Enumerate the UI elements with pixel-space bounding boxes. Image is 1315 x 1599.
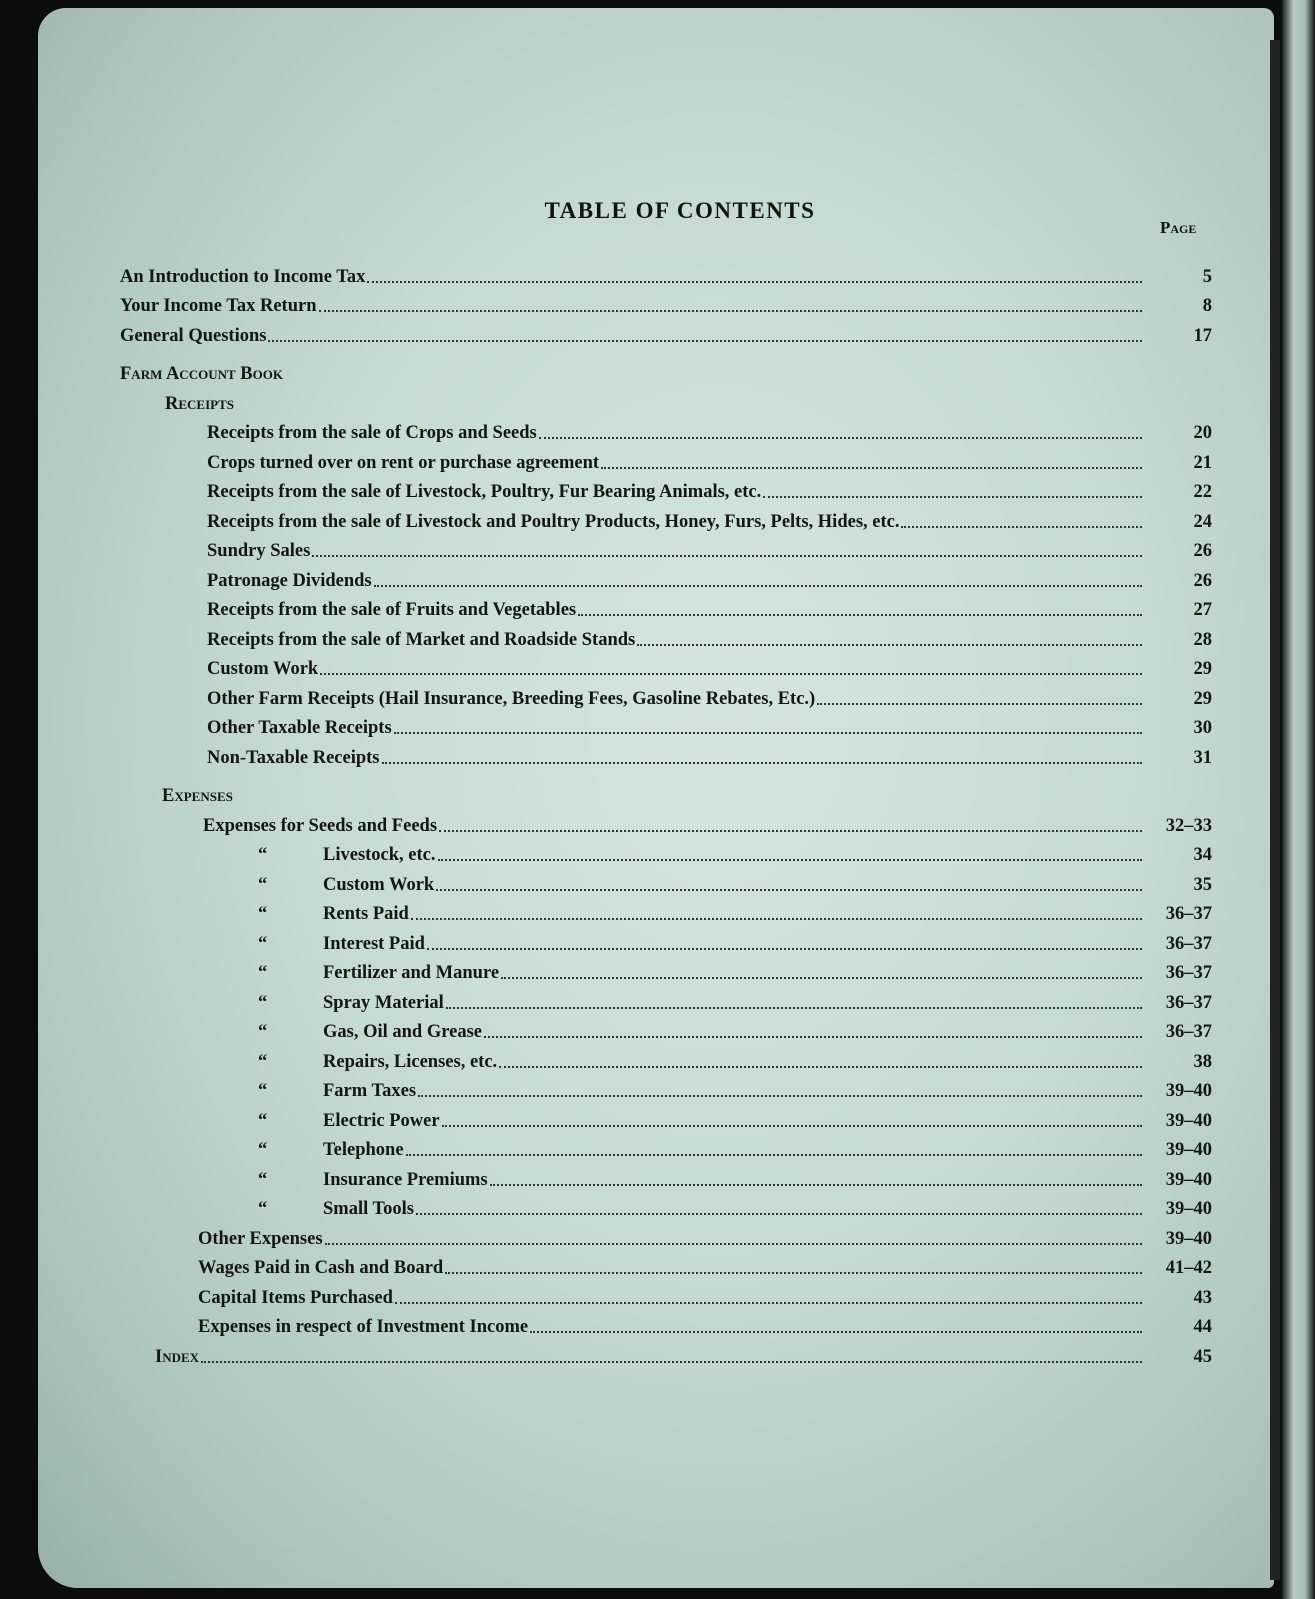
dot-leader [395,1302,1142,1304]
toc-entry [0,562,1212,592]
dot-leader [446,1007,1142,1009]
toc-entry [0,866,1212,896]
dot-leader [394,732,1142,734]
toc-entry [0,955,1212,985]
ditto-mark: “ [258,1081,268,1101]
dot-leader [201,1361,1142,1363]
dot-leader [445,1272,1142,1274]
toc-entry [0,288,1212,318]
toc-entry [0,1220,1212,1250]
toc-entry-page: 17 [1193,325,1212,346]
ditto-mark: “ [258,1022,268,1042]
toc-entry [0,444,1212,474]
toc-entry-label: Fertilizer and Manure [323,963,500,983]
section-heading [0,356,1212,386]
toc-entry-page: 24 [1193,511,1212,532]
toc-entry-label: Farm Taxes [323,1081,417,1101]
toc-entry [0,415,1212,445]
toc-entry-label: Rents Paid [323,904,409,924]
toc-entry [0,807,1212,837]
ditto-mark: “ [258,904,268,924]
toc-entry-page: 39–40 [1165,1140,1212,1160]
ditto-mark: “ [258,1140,268,1160]
toc-entry-page: 36–37 [1165,992,1212,1013]
toc-entry [0,680,1212,710]
toc-entry-label: Expenses for Seeds and Feeds [203,815,438,836]
toc-entry-page: 39–40 [1165,1169,1212,1190]
next-page-edge [1282,0,1315,1599]
toc-entry-label: Electric Power [323,1110,440,1131]
toc-entry-label: Patronage Dividends [207,570,372,591]
dot-leader [312,555,1142,557]
toc-entry [0,533,1212,563]
toc-entry-label: Small Tools [323,1199,415,1219]
dot-leader [406,1154,1142,1156]
toc-entry-label: Receipts from the sale of Market and Roadside Stands [207,629,636,650]
toc-entry-page: 22 [1193,482,1212,502]
dot-leader [601,467,1142,469]
toc-entry-page: 29 [1193,688,1212,709]
toc-entry [0,651,1212,681]
dot-leader [374,585,1142,587]
dot-leader [763,496,1142,498]
binding-spine [1270,40,1280,1580]
ditto-mark: “ [258,1051,268,1072]
toc-entry-label: Receipts from the sale of Crops and Seeds [207,423,537,443]
toc-entry-label: Receipts from the sale of Fruits and Vegetables [207,600,577,620]
toc-entry-page: 32–33 [1165,815,1212,836]
toc-entry-page: 30 [1193,718,1212,738]
toc-entry-page: 36–37 [1165,904,1212,924]
toc-entry-label: Gas, Oil and Grease [323,1022,482,1042]
toc-entry-label: Expenses [162,786,233,806]
toc-entry-page: 36–37 [1165,963,1212,983]
toc-entry [0,1309,1212,1339]
toc-entry-page: 36–37 [1165,1022,1212,1042]
toc-entry-label: Custom Work [323,874,435,895]
ditto-mark: “ [258,1199,268,1219]
toc-entry [0,621,1212,651]
dot-leader [436,889,1142,891]
toc-entry [0,1250,1212,1280]
dot-leader [438,859,1142,861]
dot-leader [499,1066,1142,1068]
page-column-header: Page [1160,218,1197,237]
toc-entry [0,1043,1212,1073]
dot-leader [427,948,1142,950]
toc-entry-page: 26 [1193,570,1212,591]
toc-entry [0,739,1212,769]
section-heading [0,778,1212,808]
toc-entry-label: Non-Taxable Receipts [207,747,380,768]
toc-entry-label: Sundry Sales [207,541,311,561]
toc-entry-label: Index [155,1346,200,1367]
ditto-mark: “ [258,963,268,983]
toc-entry-page: 26 [1193,541,1212,561]
dot-leader [501,977,1142,979]
table-of-contents [0,258,1212,1368]
toc-entry [0,837,1212,867]
dot-leader [442,1125,1142,1127]
toc-entry-page: 20 [1193,423,1212,443]
ditto-mark: “ [258,874,268,895]
toc-entry [0,503,1212,533]
toc-entry-label: Interest Paid [323,933,425,954]
dot-leader [319,310,1143,312]
dot-leader [484,1036,1142,1038]
toc-entry-label: Receipts from the sale of Livestock and Poultry Products, Honey, Furs, Pelts, Hides, etc. [207,511,900,532]
toc-entry-page: 21 [1193,452,1212,473]
ditto-mark: “ [258,845,268,865]
dot-leader [539,437,1142,439]
section-heading [0,385,1212,415]
dot-leader [530,1331,1142,1333]
dot-leader [416,1213,1142,1215]
toc-entry-page: 28 [1193,629,1212,650]
dot-leader [901,526,1142,528]
toc-entry-label: Livestock, etc. [323,845,436,865]
toc-entry-label: Other Expenses [198,1228,323,1249]
page-title: TABLE OF CONTENTS [544,198,816,223]
toc-entry-label: Spray Material [323,992,444,1013]
ditto-mark: “ [258,992,268,1013]
toc-entry-page: 39–40 [1165,1199,1212,1219]
toc-entry-label: Crops turned over on rent or purchase agreement [207,452,600,473]
toc-entry-page: 44 [1193,1317,1212,1337]
toc-entry-page: 38 [1193,1051,1212,1072]
toc-entry-label: Other Taxable Receipts [207,718,392,738]
toc-entry [0,1279,1212,1309]
dot-leader [637,644,1142,646]
dot-leader [268,340,1142,342]
toc-entry-page: 41–42 [1165,1258,1212,1278]
ditto-mark: “ [258,933,268,954]
toc-entry-label: Other Farm Receipts (Hail Insurance, Breeding Fees, Gasoline Rebates, Etc.) [207,688,816,709]
toc-entry-label: Telephone [323,1140,404,1160]
dot-leader [367,281,1142,283]
toc-entry-label: Capital Items Purchased [198,1287,393,1308]
toc-entry [0,925,1212,955]
toc-entry-page: 5 [1202,266,1212,287]
toc-entry [0,896,1212,926]
toc-entry [0,1161,1212,1191]
dot-leader [418,1095,1142,1097]
dot-leader [320,673,1142,675]
toc-entry-label: Your Income Tax Return [120,296,317,316]
dot-leader [325,1243,1142,1245]
toc-entry-label: General Questions [120,325,267,346]
toc-entry [0,710,1212,740]
toc-entry [0,1102,1212,1132]
ditto-mark: “ [258,1169,268,1190]
toc-entry-page: 36–37 [1165,933,1212,954]
ditto-mark: “ [258,1110,268,1131]
toc-entry-page: 27 [1193,600,1212,620]
toc-entry-label: Receipts [165,393,234,414]
toc-entry [0,1191,1212,1221]
toc-entry-label: Wages Paid in Cash and Board [198,1258,444,1278]
toc-entry-label: Repairs, Licenses, etc. [323,1051,498,1072]
dot-leader [578,614,1142,616]
toc-entry-page: 35 [1193,874,1212,895]
toc-entry-page: 34 [1193,845,1212,865]
dot-leader [490,1184,1142,1186]
toc-entry-page: 8 [1202,296,1212,316]
dot-leader [439,830,1142,832]
toc-entry [0,592,1212,622]
toc-entry [0,474,1212,504]
toc-entry-label: An Introduction to Income Tax [120,266,366,287]
toc-entry-label: Custom Work [207,659,319,679]
toc-entry [0,258,1212,288]
toc-entry [0,1338,1212,1368]
toc-entry [0,1073,1212,1103]
toc-entry-label: Expenses in respect of Investment Income [198,1317,529,1337]
toc-entry [0,317,1212,347]
toc-entry-label: Receipts from the sale of Livestock, Poultry, Fur Bearing Animals, etc. [207,482,762,502]
toc-entry-page: 39–40 [1165,1228,1212,1249]
toc-entry-page: 29 [1193,659,1212,679]
dot-leader [411,918,1142,920]
toc-entry-label: Insurance Premiums [323,1169,488,1190]
toc-entry-label: Farm Account Book [120,364,283,384]
toc-entry-page: 39–40 [1165,1110,1212,1131]
toc-entry-page: 43 [1193,1287,1212,1308]
toc-entry [0,984,1212,1014]
toc-entry-page: 39–40 [1165,1081,1212,1101]
toc-entry-page: 45 [1193,1346,1212,1367]
toc-entry [0,1132,1212,1162]
toc-entry-page: 31 [1193,747,1212,768]
dot-leader [382,762,1143,764]
toc-entry [0,1014,1212,1044]
dot-leader [817,703,1142,705]
